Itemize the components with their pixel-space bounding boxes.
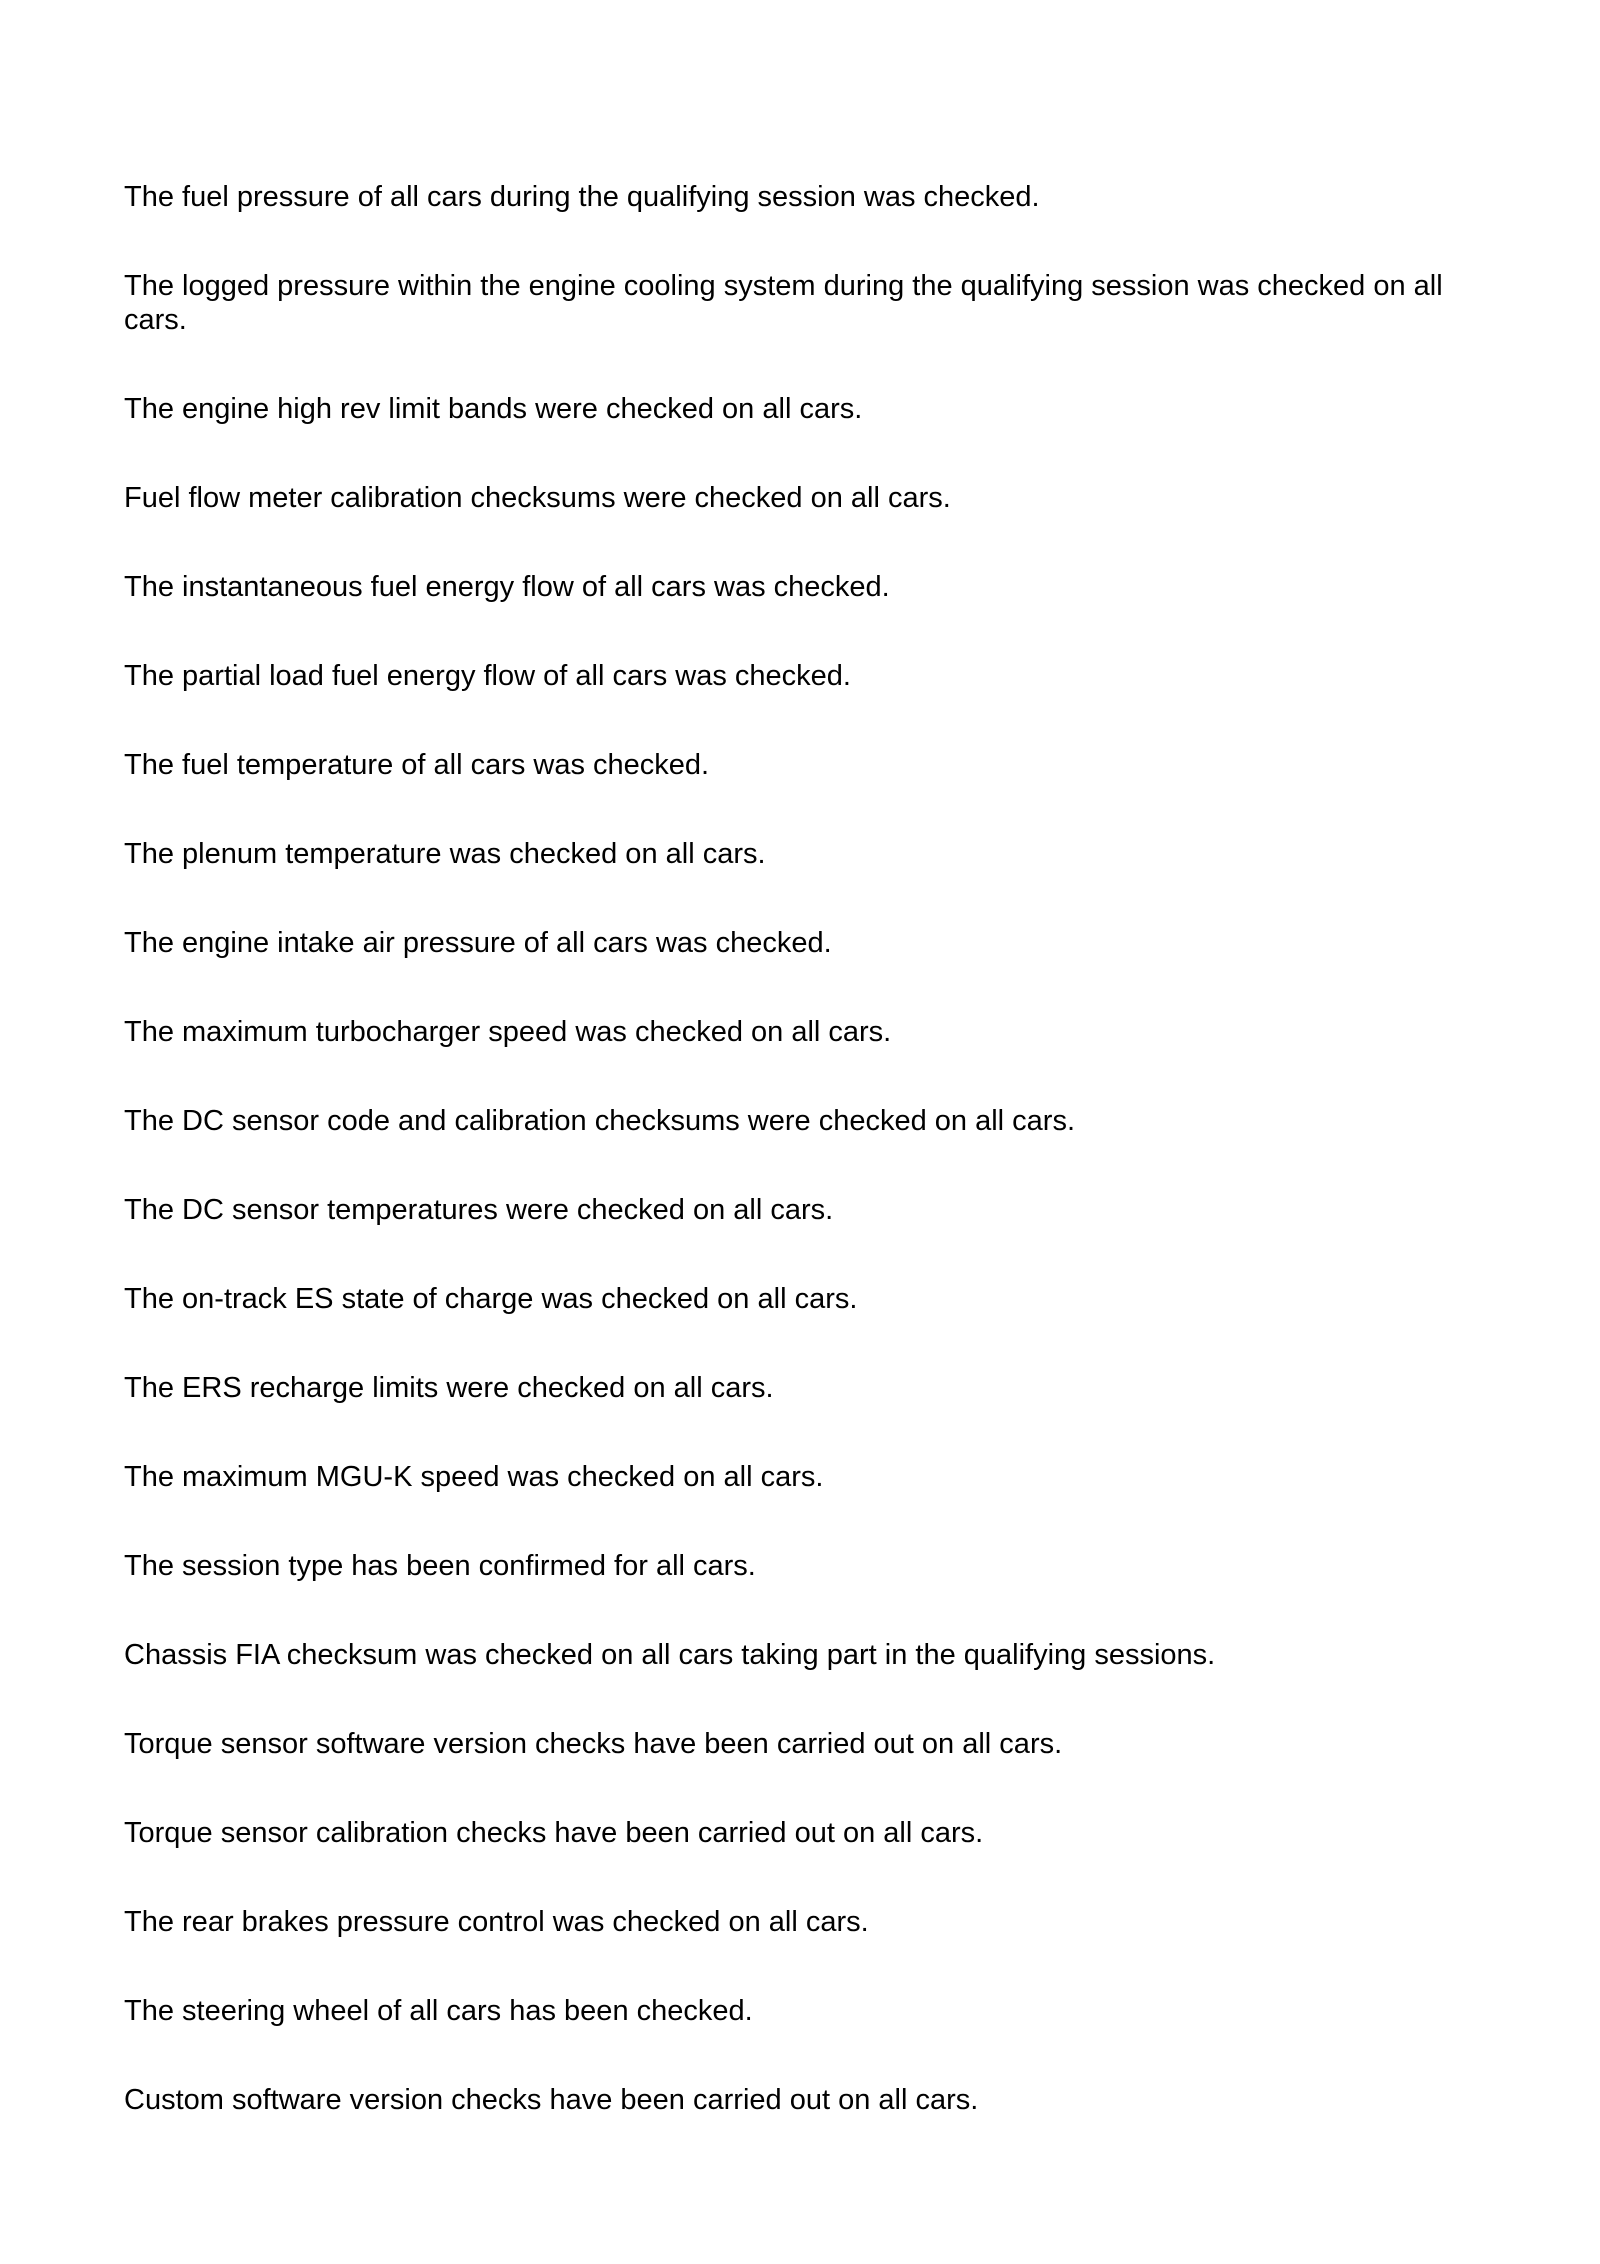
check-item-partial-load-flow: The partial load fuel energy flow of all cars was checked.: [124, 660, 851, 692]
checks-list: [124, 180, 1484, 2117]
check-item-torque-software: Torque sensor software version checks have been carried out on all cars.: [124, 1728, 1063, 1760]
check-item-session-type: The session type has been confirmed for all cars.: [124, 1550, 756, 1582]
check-item-dc-sensor-checksums: The DC sensor code and calibration checksums were checked on all cars.: [124, 1105, 1076, 1137]
check-item-instantaneous-fuel-flow: The instantaneous fuel energy flow of all cars was checked.: [124, 571, 890, 603]
check-item-steering-wheel: The steering wheel of all cars has been checked.: [124, 1995, 753, 2027]
check-item-es-state-of-charge: The on-track ES state of charge was checked on all cars.: [124, 1283, 858, 1315]
check-item-rev-limit: The engine high rev limit bands were checked on all cars.: [124, 393, 863, 425]
check-item-dc-sensor-temperatures: The DC sensor temperatures were checked on all cars.: [124, 1194, 834, 1226]
check-item-turbo-speed: The maximum turbocharger speed was checked on all cars.: [124, 1016, 892, 1048]
check-item-intake-pressure: The engine intake air pressure of all cars was checked.: [124, 927, 832, 959]
check-item-fuel-temperature: The fuel temperature of all cars was checked.: [124, 749, 710, 781]
check-item-plenum-temperature: The plenum temperature was checked on all cars.: [124, 838, 766, 870]
check-item-torque-calibration: Torque sensor calibration checks have been carried out on all cars.: [124, 1817, 984, 1849]
check-item-custom-software: Custom software version checks have been carried out on all cars.: [124, 2084, 979, 2116]
check-item-mgu-k-speed: The maximum MGU-K speed was checked on all cars.: [124, 1461, 824, 1493]
check-item-ers-recharge: The ERS recharge limits were checked on all cars.: [124, 1372, 774, 1404]
check-item-cooling-pressure: The logged pressure within the engine cooling system during the qualifying session was checked on all cars.: [124, 270, 1443, 336]
check-item-chassis-checksum: Chassis FIA checksum was checked on all cars taking part in the qualifying sessions.: [124, 1639, 1216, 1671]
check-item-fuel-flow-meter: Fuel flow meter calibration checksums were checked on all cars.: [124, 482, 951, 514]
check-item-rear-brakes: The rear brakes pressure control was checked on all cars.: [124, 1906, 869, 1938]
check-item-fuel-pressure: The fuel pressure of all cars during the qualifying session was checked.: [124, 181, 1040, 213]
